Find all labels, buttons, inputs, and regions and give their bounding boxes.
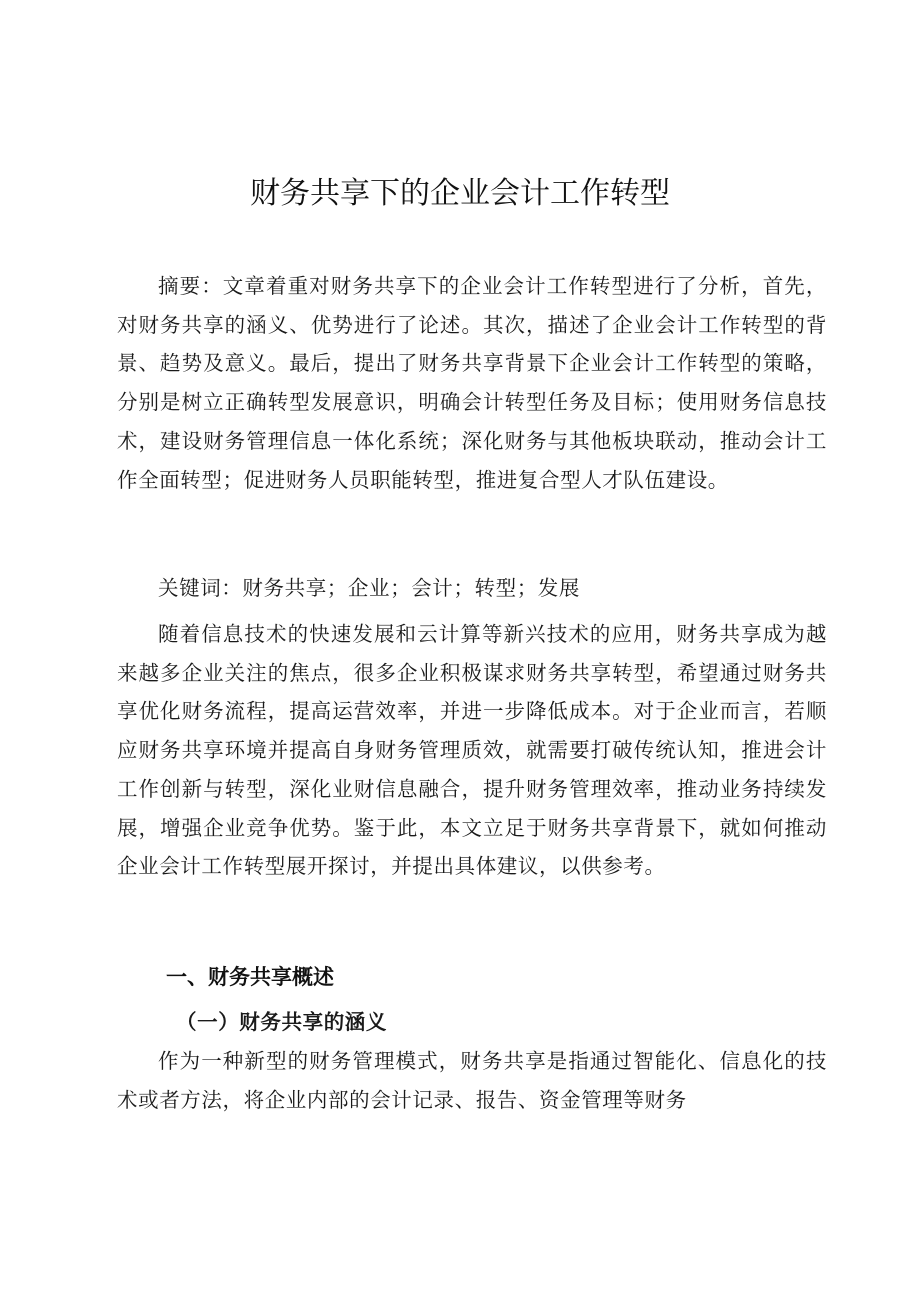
body-paragraph: 作为一种新型的财务管理模式，财务共享是指通过智能化、信息化的技术或者方法，将企业内部的会计记录、报告、资金管理等财务 [117,1049,827,1112]
keywords-line: 关键词：财务共享；企业；会计；转型；发展 [158,576,580,600]
subsection-heading: （一）财务共享的涵义 [176,1010,387,1034]
section-heading: 一、财务共享概述 [166,965,334,989]
intro-paragraph: 随着信息技术的快速发展和云计算等新兴技术的应用，财务共享成为越来越多企业关注的焦点，很多企业积极谋求财务共享转型，希望通过财务共享优化财务流程，提高运营效率，并进一步降低成本。对于企业而言，若顺应财务共享环境并提高自身财务管理质效，就需要打破传统认知，推进会计工作创新与转型，深化业财信息融合，提升财务管理效率，推动业务持续发展，增强企业竞争优势。鉴于此，本文立足于财务共享背景下，就如何推动企业会计工作转型展开探讨，并提出具体建议，以供参考。 [117,622,827,879]
abstract-paragraph: 摘要：文章着重对财务共享下的企业会计工作转型进行了分析，首先，对财务共享的涵义、优势进行了论述。其次，描述了企业会计工作转型的背景、趋势及意义。最后，提出了财务共享背景下企业会计工作转型的策略，分别是树立正确转型发展意识，明确会计转型任务及目标；使用财务信息技术，建设财务管理信息一体化系统；深化财务与其他板块联动，推动会计工作全面转型；促进财务人员职能转型，推进复合型人才队伍建设。 [117,274,827,492]
document-title: 财务共享下的企业会计工作转型 [250,176,670,211]
